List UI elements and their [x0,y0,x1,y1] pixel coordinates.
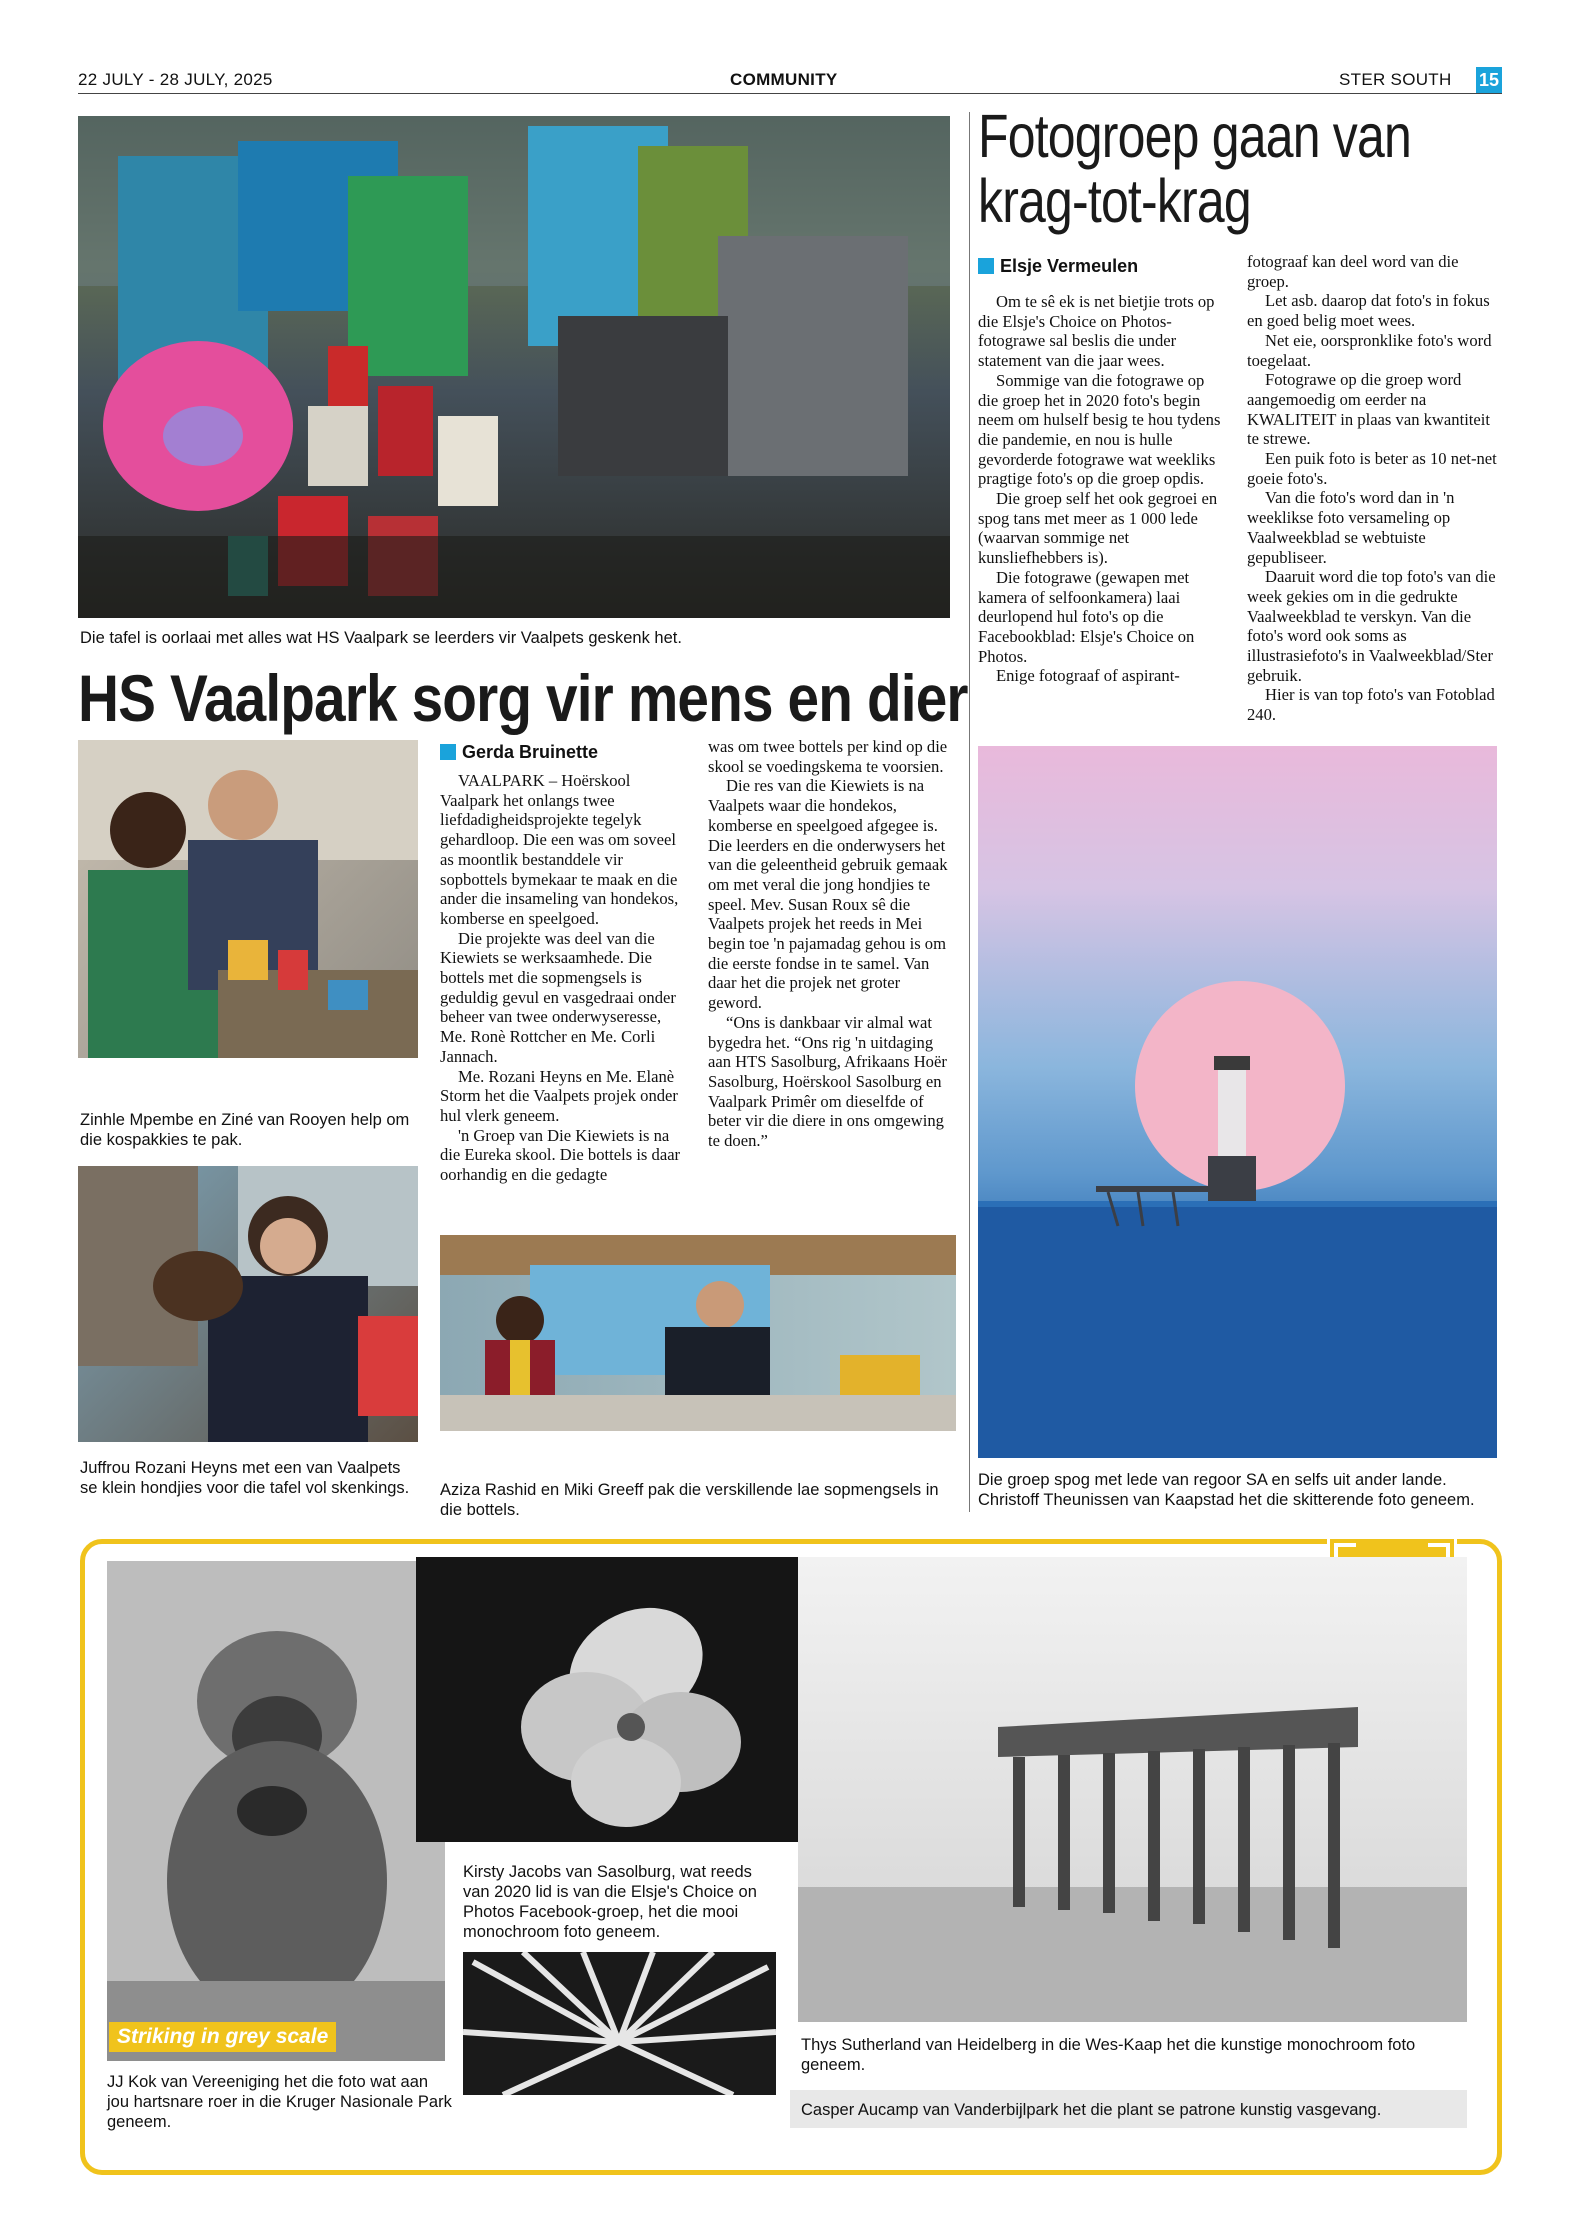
paragraph: Die projekte was deel van die Kiewiets se werksaamhede. Die bottels met die sopmengsels is geduldig gevul en vasgedraai onder beheer van twee onderwyseresse, Me. Ronè Rottcher en Me. Corli Jannach. [440,928,676,1066]
story2-column-1 [978,292,1228,686]
page-number: 15 [1476,67,1502,93]
story2-byline [978,256,1138,277]
section-title: COMMUNITY [730,70,838,89]
paragraph: VAALPARK – Hoërskool Vaalpark het onlangs twee liefdadigheidsprojekte tegelyk gehardloop. Die een was om soveel as moontlik bestanddele vir sopbottels bymekaar te maak en die ander die insameling van hondekos, komberse en speelgoed. [440,771,679,928]
top-photo-caption: Die tafel is oorlaai met alles wat HS Vaalpark se leerders vir Vaalpets geskenk het. [80,629,682,647]
striking-grey-scale-label: Striking in grey scale [109,2022,336,2052]
paragraph: fotograaf kan deel word van die groep. [1247,252,1459,291]
paragraph: “Ons is dankbaar vir almal wat bygedra het. “Ons rig 'n uitdaging aan HTS Sasolburg, Afrikaans Hoër Sasolburg, Hoërskool Sasolburg en Vaalpark Primêr om dieselfde of beter vir die diere in ons omgewing te doen.” [708,1012,947,1151]
caption-pier: Thys Sutherland van Heidelberg in die Wes-Kaap het die kunstige monochroom foto geneem. [801,2036,1416,2074]
baboon-photo [107,1561,445,2061]
caption-mid: Aziza Rashid en Miki Greeff pak die verskillende lae sopmengsels in die bottels. [440,1481,939,1519]
story1-byline [440,742,598,763]
caption-baboon: JJ Kok van Vereeniging het die foto wat aan jou hartsnare roer in die Kruger Nasionale Park geneem. [107,2073,452,2131]
byline-marker [440,744,456,760]
story2-headline-line1: Fotogroep gaan van [978,102,1411,170]
pier-photo [798,1557,1467,2022]
paragraph: was om twee bottels per kind op die skool se voedingskema te voorsien. [708,737,948,776]
paragraph: Die groep self het ook gegroei en spog tans met meer as 1 000 lede (waarvan sommige net kunsliefhebbers is). [978,489,1218,568]
paragraph: Fotograwe op die groep word aangemoedig om eerder na KWALITEIT in plaas van kwantiteit te strewe. [1247,370,1490,449]
paragraph: Sommige van die fotograwe op die groep het in 2020 foto's begin neem om hulself besig te hou tydens die pandemie, en nou is hulle gevorderde fotograwe wat weekliks pragtige foto's op die groep opdis. [978,370,1221,489]
paragraph: Van die foto's word dan in 'n weeklikse foto versameling op Vaalweekblad se webtuiste gepubliseer. [1247,488,1455,567]
paragraph: Me. Rozani Heyns en Me. Elanè Storm het die Vaalpets projek onder hul vlerk geneem. [440,1066,678,1125]
flower-photo [416,1557,827,1842]
column-divider [969,112,970,1512]
paragraph: Hier is van top foto's van Fotoblad 240. [1247,685,1495,725]
story1-headline: HS Vaalpark sorg vir mens en dier [78,661,968,735]
paragraph: Let asb. daarop dat foto's in fokus en goed belig moet wees. [1247,291,1490,331]
plant-photo [463,1952,776,2095]
students-packing-photo [78,740,418,1058]
header-rule [78,93,1502,94]
paragraph: Die fotograwe (gewapen met kamera of selfoonkamera) laai deurlopend hul foto's op die Facebookblad: Elsje's Choice on Photos. [978,567,1195,666]
paragraph: Een puik foto is beter as 10 net-net goeie foto's. [1247,449,1497,488]
paragraph: Die res van die Kiewiets is na Vaalpets waar die hondekos, komberse en speelgoed afgegee is. Die leerders en die onderwysers het van die geleentheid gebruik gemaak om met veral die jong hondjies te speel. Mev. Susan Roux sê die Vaalpets projek het reeds in Mei begin toe 'n pajamadag gehou is om die eerste fondse in te samel. Van daar het die projek net groter geword. [708,776,948,1013]
paragraph: Enige fotograaf of aspirant- [996,666,1180,686]
story1-byline-name: Gerda Bruinette [462,742,599,762]
teacher-with-puppy-photo [78,1166,418,1442]
newspaper-name: STER SOUTH [1339,70,1452,89]
paragraph: Om te sê ek is net bietjie trots op die Elsje's Choice on Photos-fotograwe sal beslis die under statement van die jaar wees. [978,292,1215,371]
caption-plant: Casper Aucamp van Vanderbijlpark het die plant se patrone kunstig vasgevang. [801,2101,1382,2119]
story2-byline-name: Elsje Vermeulen [1000,256,1139,276]
story2-headline-line2: krag-tot-krag [978,167,1251,235]
pink-moon-lighthouse-photo [978,746,1497,1458]
students-soup-bottles-photo [440,1235,956,1431]
story2-column-2 [1247,252,1497,725]
story1-column-1 [440,771,688,1185]
byline-marker [978,258,994,274]
caption-left-1: Zinhle Mpembe en Ziné van Rooyen help om die kospakkies te pak. [80,1111,410,1149]
story2-headline [978,104,1411,234]
paragraph: Net eie, oorspronklike foto's word toegelaat. [1247,330,1492,370]
donation-table-photo [78,116,950,618]
story1-column-2 [708,737,958,1151]
paragraph: 'n Groep van Die Kiewiets is na die Eureka skool. Die bottels is daar oorhandig en die gedagte [440,1125,681,1185]
caption-left-2: Juffrou Rozani Heyns met een van Vaalpets se klein hondjies voor die tafel vol skenkings. [80,1459,410,1497]
moon-photo-caption: Die groep spog met lede van regoor SA en selfs uit ander lande. Christoff Theunissen van Kaapstad het die skitterende foto geneem. [978,1471,1475,1509]
issue-date: 22 JULY - 28 JULY, 2025 [78,70,273,89]
paragraph: Daaruit word die top foto's van die week gekies om in die gedrukte Vaalweekblad te verskyn. Van die foto's word ook soms as illustrasiefoto's in Vaalweekblad/Ster gebruik. [1247,567,1496,685]
caption-flower: Kirsty Jacobs van Sasolburg, wat reeds van 2020 lid is van die Elsje's Choice on Photos Facebook-groep, het die mooi monochroom foto geneem. [463,1863,757,1941]
